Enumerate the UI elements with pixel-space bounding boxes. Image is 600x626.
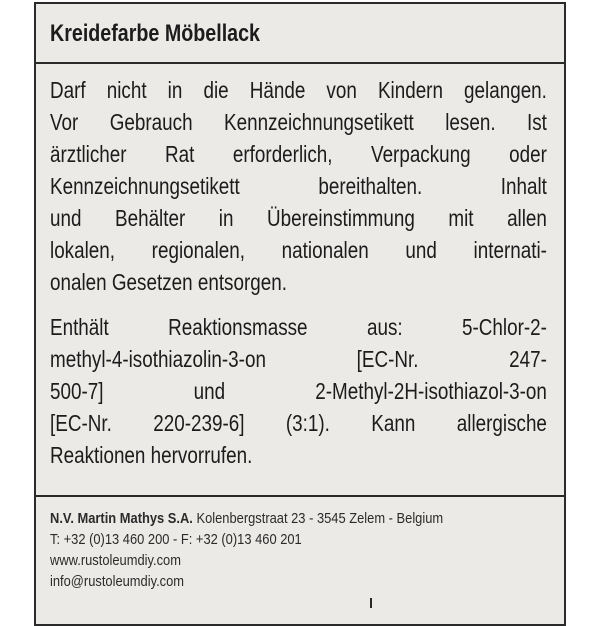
email: info@rustoleumdiy.com [50,573,185,590]
ingredient-line: Enthält Reaktionsmasse aus: 5-Chlor-2- [50,314,547,340]
label-box [34,2,566,626]
warning-line: Darf nicht in die Hände von Kindern gelangen. [50,77,547,103]
contact-section [50,508,507,592]
address: Kolenbergstraat 23 - 3545 Zelem - Belgium [192,510,444,527]
warning-line: lokalen, regionalen, nationalen und internati- [50,237,547,263]
warning-line: und Behälter in Übereinstimmung mit allen [50,205,547,231]
warning-section [36,64,564,497]
ingredient-line: 500-7] und 2-Methyl-2H-isothiazol-3-on [50,378,547,404]
company-name: N.V. Martin Mathys S.A. [50,510,193,527]
product-title: Kreidefarbe Möbellack [50,20,260,47]
phone-fax: T: +32 (0)13 460 200 - F: +32 (0)13 460 201 [50,531,302,548]
warning-line: Kennzeichnungsetikett bereithalten. Inhalt [50,173,547,199]
ingredient-line: [EC-Nr. 220-239-6] (3:1). Kann allergische [50,410,547,436]
warning-line: Vor Gebrauch Kennzeichnungsetikett lesen. Ist [50,109,547,135]
website: www.rustoleumdiy.com [50,552,181,569]
company-address [50,508,443,529]
ingredient-line: Reaktionen hervorrufen. [50,442,253,468]
warning-line: onalen Gesetzen entsorgen. [50,269,287,295]
header-section [36,4,564,64]
ingredient-line: methyl-4-isothiazolin-3-on [EC-Nr. 247- [50,346,547,372]
warning-line: ärztlicher Rat erforderlich, Verpackung oder [50,141,547,167]
